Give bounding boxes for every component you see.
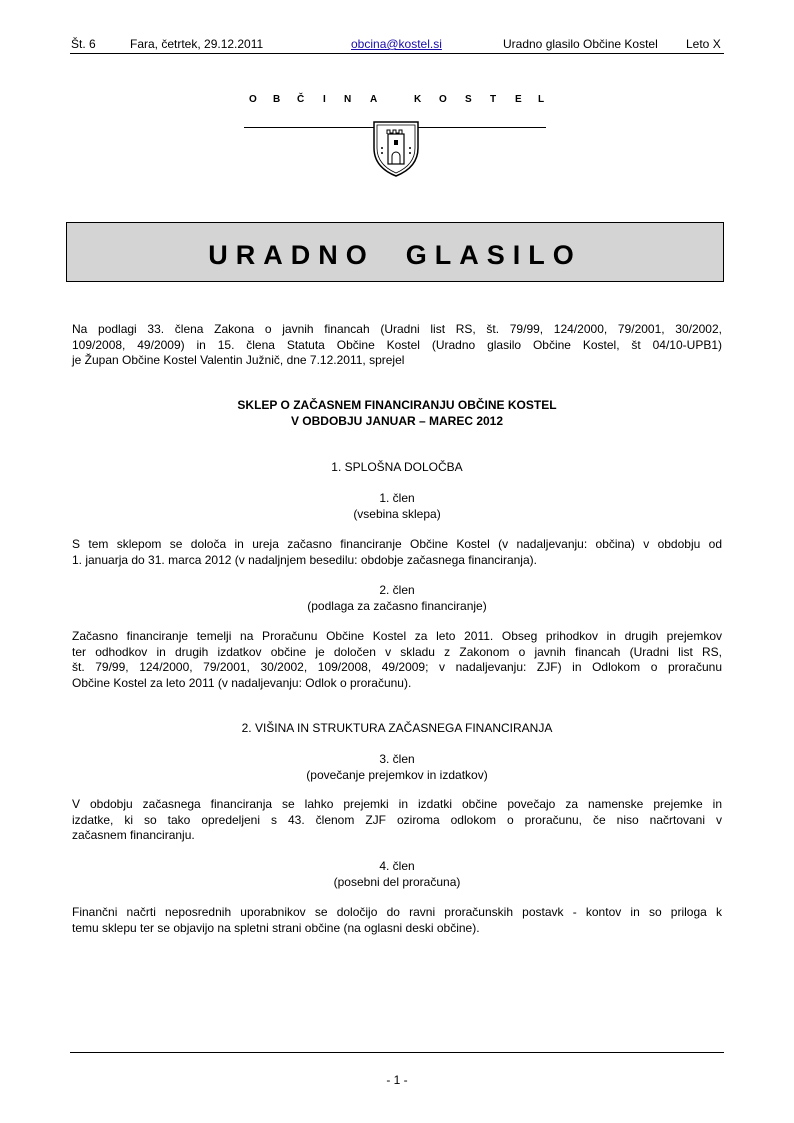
article-number: 4. člen xyxy=(379,859,415,873)
title-letter: O xyxy=(439,94,447,105)
article-heading xyxy=(72,751,722,783)
gazette-banner xyxy=(66,222,724,282)
text-line: Na podlagi 33. člena Zakona o javnih financah (Uradni list RS, št. 79/99, 124/2000, 79/2001, 30/2002, xyxy=(72,322,722,336)
banner-title: URADNO GLASILO xyxy=(208,240,582,270)
text-line: je Župan Občine Kostel Valentin Južnič, dne 7.12.2011, sprejel xyxy=(72,353,405,367)
section-heading: 2. VIŠINA IN STRUKTURA ZAČASNEGA FINANCIRANJA xyxy=(241,721,553,735)
decision-title xyxy=(72,397,722,429)
text-line: izdatke, ki so tako opredeljeni s 43. členom ZJF oziroma odlokom o proračunu, če niso načrtovani v xyxy=(72,812,722,827)
article-heading xyxy=(72,490,722,522)
text-line: začasnem financiranju. xyxy=(72,828,195,842)
intro-paragraph xyxy=(72,322,722,369)
article-text xyxy=(72,905,722,936)
article-subtitle: (vsebina sklepa) xyxy=(353,507,441,521)
title-letter: A xyxy=(370,94,378,105)
coat-of-arms-icon xyxy=(370,118,422,178)
title-letter: N xyxy=(344,94,352,105)
article-number: 3. člen xyxy=(379,752,415,766)
title-letter: O xyxy=(249,94,257,105)
article-subtitle: (povečanje prejemkov in izdatkov) xyxy=(306,768,488,782)
decision-title-line: SKLEP O ZAČASNEM FINANCIRANJU OBČINE KOSTEL xyxy=(237,398,557,412)
place-date: Fara, četrtek, 29.12.2011 xyxy=(130,37,264,51)
text-line: ter odhodkov in drugih izdatkov občine je določen v skladu z Zakonom o javnih financah (Uradni list RS, xyxy=(72,644,722,659)
text-line: Začasno financiranje temelji na Proračunu Občine Kostel za leto 2011. Obseg prihodkov in drugih prejemkov xyxy=(72,629,722,643)
article-text xyxy=(72,797,722,844)
issue-number: Št. 6 xyxy=(71,37,96,51)
text-line: Občine Kostel za leto 2011 (v nadaljevanju: Odlok o proračunu). xyxy=(72,675,412,690)
title-letter: T xyxy=(490,94,497,105)
title-letter: E xyxy=(515,94,522,105)
volume-year: Leto X xyxy=(686,37,721,51)
publication-name: Uradno glasilo Občine Kostel xyxy=(503,37,658,51)
text-line: S tem sklepom se določa in ureja začasno financiranje Občine Kostel (v nadaljevanju: občina) v obdobju od xyxy=(72,537,722,551)
municipality-title xyxy=(246,94,546,108)
article-subtitle: (posebni del proračuna) xyxy=(333,875,461,889)
article-text xyxy=(72,629,722,691)
text-line: temu sklepu ter se objavijo na spletni strani občine (na oglasni deski občine). xyxy=(72,920,480,935)
decision-title-line: V OBDOBJU JANUAR – MAREC 2012 xyxy=(290,414,504,428)
section-heading: 1. SPLOŠNA DOLOČBA xyxy=(331,460,463,474)
title-letter: K xyxy=(414,94,422,105)
title-letter: L xyxy=(538,94,545,105)
title-letter: I xyxy=(323,94,326,105)
text-line: Finančni načrti neposrednih uporabnikov se določijo do ravni proračunskih postavk - kontov in so priloga k xyxy=(72,905,722,919)
header-divider xyxy=(70,53,724,54)
title-letter: B xyxy=(273,94,281,105)
article-heading xyxy=(72,582,722,614)
text-line: 109/2008, 49/2009) in 15. člena Statuta Občine Kostel (Uradno glasilo Občine Kostel, št 04/10-UPB1) xyxy=(72,337,722,352)
article-number: 2. člen xyxy=(379,583,415,597)
article-number: 1. člen xyxy=(379,491,415,505)
article-heading xyxy=(72,858,722,890)
title-letter: Č xyxy=(297,94,305,105)
text-line: št. 79/99, 124/2000, 79/2001, 30/2002, 109/2008, 49/2009; v nadaljevanju: ZJF) in Odlokom o proračunu xyxy=(72,660,722,674)
email-link[interactable] xyxy=(351,37,442,51)
text-line: V obdobju začasnega financiranja se lahko prejemki in izdatki občine povečajo za namenske prejemke in xyxy=(72,797,722,811)
email-link-text[interactable]: obcina@kostel.si xyxy=(351,37,442,51)
title-letter: S xyxy=(465,94,472,105)
text-line: 1. januarja do 31. marca 2012 (v nadaljnjem besedilu: obdobje začasnega financiranja). xyxy=(72,552,537,567)
footer-divider xyxy=(70,1052,724,1053)
article-subtitle: (podlaga za začasno financiranje) xyxy=(307,599,487,613)
article-text xyxy=(72,537,722,568)
page-number: - 1 - xyxy=(386,1073,408,1087)
